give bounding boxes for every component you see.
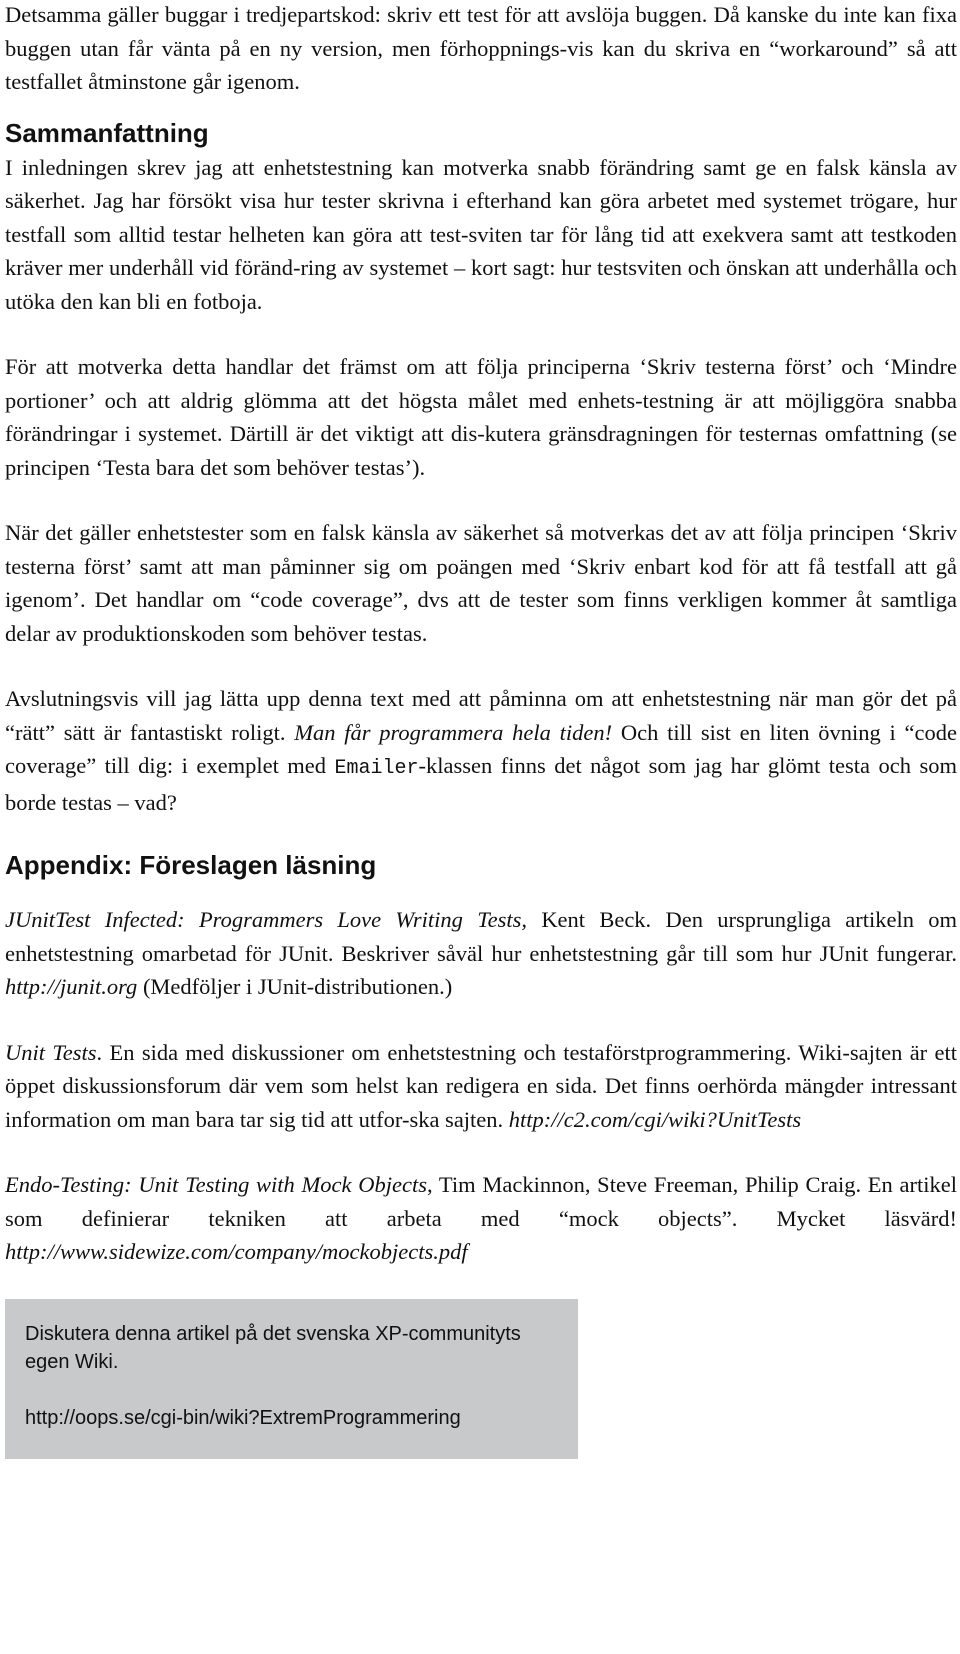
reference-link-c2[interactable]: http://c2.com/cgi/wiki?UnitTests xyxy=(508,1106,802,1132)
callout-text: Diskutera denna artikel på det svenska XP-communityts egen Wiki. xyxy=(25,1322,521,1373)
p4-text-b: Och till sist en liten övning i “code coverage” till dig: i exemplet med xyxy=(5,719,957,778)
summary-paragraph-2: För att motverka detta handlar det främst om att följa principerna ‘Skriv testerna först’ och ‘Mindre portioner’ och att aldrig glömma att det högsta målet med enhets-testning är att möjliggöra snabba förändringar i systemet. Därtill är det viktigt att dis-kutera gränsdragningen för testernas omfattning (se principen ‘Testa bara det som behöver testas’). xyxy=(5,354,957,480)
reference-description: Kent Beck. Den ursprungliga artikeln om enhetstestning omarbetad för JUnit. Beskriver såväl hur enhetstestning går till som hur JUnit fungerar. xyxy=(5,907,957,966)
reference-title: Unit Tests xyxy=(5,1039,97,1065)
summary-paragraph-4 xyxy=(5,682,957,819)
summary-paragraph-3: När det gäller enhetstester som en falsk känsla av säkerhet så motverkas det av att följa principen ‘Skriv testerna först’ samt att man påminner sig om poängen med ‘Skriv enbart kod för att få testfall att gå igenom’. Det handlar om “code coverage”, dvs att de tester som finns verkligen kommer åt samtliga delar av produktionskoden som behöver testas. xyxy=(5,520,957,646)
emailer-code: Emailer xyxy=(334,757,419,780)
reference-junit xyxy=(5,903,957,1004)
p4-italic-quote: Man får programmera hela tiden! xyxy=(294,719,613,745)
summary-heading: Sammanfattning xyxy=(5,117,209,148)
summary-paragraph-1: I inledningen skrev jag att enhetstestning kan motverka snabb förändring samt ge en falsk känsla av säkerhet. Jag har försökt visa hur tester skrivna i efterhand kan göra arbetet med systemet trögare, hur testfall som alltid testar helheten kan göra att test-sviten tar för lång tid att exekvera samt att testkoden kräver mer underhåll vid föränd-ring av systemet – kort sagt: hur testsviten och önskan att underhålla och utöka den kan bli en fotboja. xyxy=(5,154,957,314)
reference-title: JUnitTest Infected: Programmers Love Writing Tests, xyxy=(5,907,528,932)
appendix-heading: Appendix: Föreslagen läsning xyxy=(5,850,377,880)
reference-note: (Medföljer i JUnit-distributionen.) xyxy=(137,974,453,999)
reference-title: Endo-Testing: Unit Testing with Mock Objects xyxy=(5,1172,427,1197)
document-page xyxy=(5,0,957,1459)
intro-paragraph: Detsamma gäller buggar i tredjepartskod: skriv ett test för att avslöja buggen. Då kanske du inte kan fixa buggen utan får vänta på en ny version, men förhoppnings-vis kan du skriva en “workaround” så att testfallet åtminstone går igenom. xyxy=(5,2,957,94)
reference-description: , Tim Mackinnon, Steve Freeman, Philip Craig. En artikel som definierar tekniken att arbeta med “mock objects”. Mycket läsvärd! xyxy=(5,1172,957,1231)
reference-link-junit[interactable]: http://junit.org xyxy=(5,974,138,999)
reference-link-mockobjects[interactable]: http://www.sidewize.com/company/mockobjects.pdf xyxy=(5,1239,468,1264)
wiki-callout-box xyxy=(5,1299,578,1459)
p4-text-c: -klassen finns det något som jag har glömt testa och som borde testas – vad? xyxy=(5,753,957,815)
reference-endo-testing xyxy=(5,1168,957,1269)
reference-unit-tests xyxy=(5,1036,957,1137)
reference-description: . En sida med diskussioner om enhetstestning och testaförstprogrammering. Wiki-sajten är ett öppet diskussionsforum där vem som helst kan redigera en sida. Det finns oerhörda mängder intressant information om man bara tar sig tid att utfor-ska sajten. xyxy=(5,1039,958,1132)
p4-text-a: Avslutningsvis vill jag lätta upp denna text med att påminna om att enhetstestning när man gör det på “rätt” sätt är fantastiskt roligt. xyxy=(5,686,957,745)
callout-wiki-link[interactable]: http://oops.se/cgi-bin/wiki?ExtremProgrammering xyxy=(25,1406,461,1429)
